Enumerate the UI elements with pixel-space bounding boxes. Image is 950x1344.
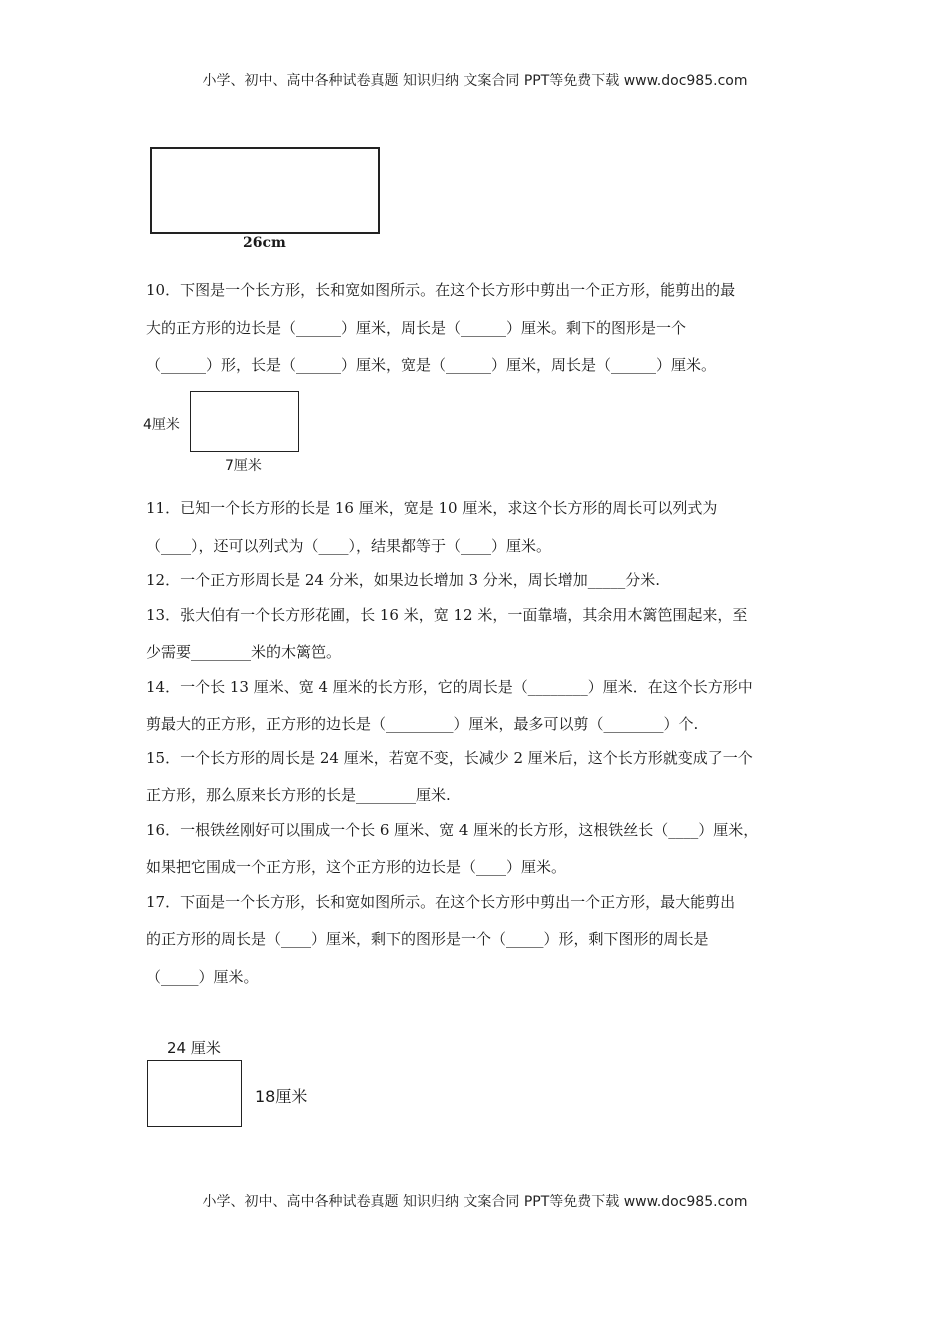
figure-3-height-label: 18厘米: [255, 1087, 308, 1106]
q15-line-2: 正方形，那么原来长方形的长是________厘米.: [146, 786, 451, 804]
q13-line-2: 少需要________米的木篱笆。: [146, 643, 342, 661]
rectangle-figure-3: [147, 1060, 242, 1127]
q13-line-1: 13．张大伯有一个长方形花圃，长 16 米，宽 12 米，一面靠墙，其余用木篱笆围起来，至: [146, 606, 748, 624]
q11-line-2: （____），还可以列式为（____），结果都等于（____）厘米。: [146, 537, 552, 555]
q16-line-2: 如果把它围成一个正方形，这个正方形的边长是（____）厘米。: [146, 858, 567, 876]
q15-line-1: 15．一个长方形的周长是 24 厘米，若宽不变，长减少 2 厘米后，这个长方形就变成了一个: [146, 749, 753, 767]
q14-line-1: 14．一个长 13 厘米、宽 4 厘米的长方形，它的周长是（________）厘米．在这个长方形中: [146, 678, 753, 696]
q17-line-2: 的正方形的周长是（____）厘米，剩下的图形是一个（_____）形，剩下图形的周长是: [146, 930, 709, 948]
q12-line-1: 12．一个正方形周长是 24 分米，如果边长增加 3 分米，周长增加_____分米.: [146, 571, 661, 589]
rectangle-figure-2: [190, 391, 299, 452]
page-header: 小学、初中、高中各种试卷真题 知识归纳 文案合同 PPT等免费下载 www.doc985.com: [202, 73, 748, 89]
q14-line-2: 剪最大的正方形，正方形的边长是（_________）厘米，最多可以剪（________）个.: [146, 715, 699, 733]
q17-line-3: （_____）厘米。: [146, 968, 259, 986]
figure-2-height-label: 4厘米: [143, 417, 180, 433]
figure-1-width-label: 26cm: [243, 235, 286, 251]
q17-line-1: 17．下面是一个长方形，长和宽如图所示。在这个长方形中剪出一个正方形，最大能剪出: [146, 893, 736, 911]
q10-line-3: （______）形，长是（______）厘米，宽是（______）厘米，周长是（______）厘米。: [146, 356, 717, 374]
q10-line-1: 10．下图是一个长方形，长和宽如图所示。在这个长方形中剪出一个正方形，能剪出的最: [146, 281, 736, 299]
page-footer: 小学、初中、高中各种试卷真题 知识归纳 文案合同 PPT等免费下载 www.doc985.com: [202, 1194, 748, 1210]
q10-line-2: 大的正方形的边长是（______）厘米，周长是（______）厘米。剩下的图形是一个: [146, 319, 687, 337]
figure-3-width-label: 24 厘米: [167, 1039, 221, 1057]
rectangle-figure-1: [150, 147, 380, 234]
figure-2-width-label: 7厘米: [225, 458, 262, 474]
q11-line-1: 11．已知一个长方形的长是 16 厘米，宽是 10 厘米，求这个长方形的周长可以列式为: [146, 499, 718, 517]
q16-line-1: 16．一根铁丝刚好可以围成一个长 6 厘米、宽 4 厘米的长方形，这根铁丝长（____）厘米，: [146, 821, 759, 839]
